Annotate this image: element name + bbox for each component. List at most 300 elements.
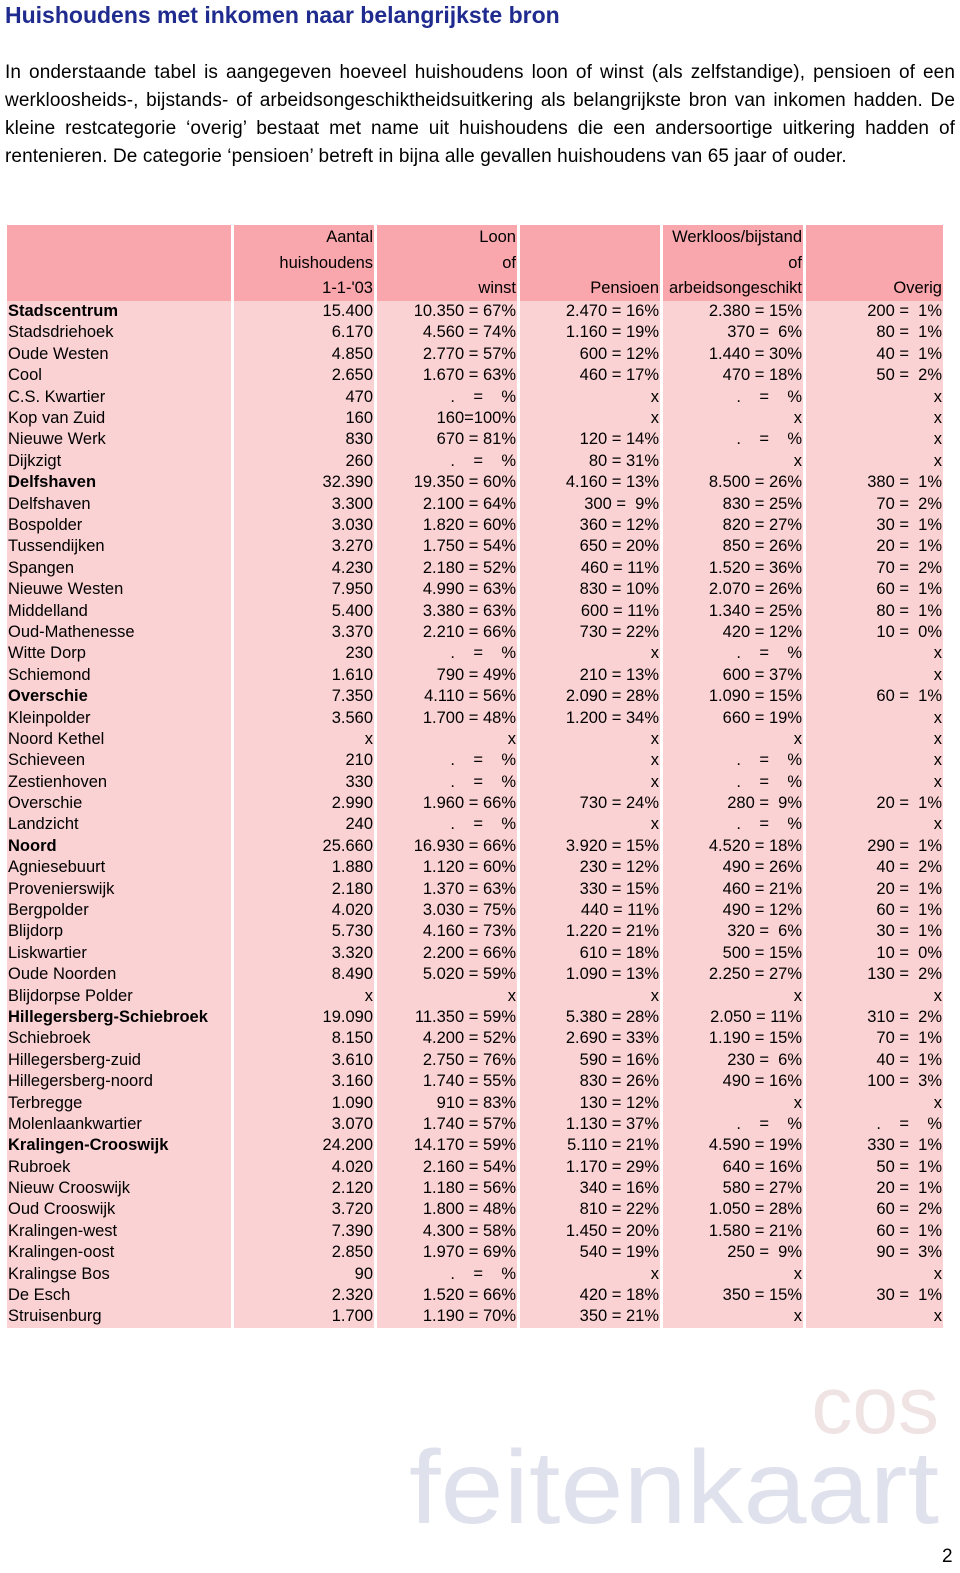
header-cell: of <box>663 250 803 275</box>
district-row <box>7 1007 943 1028</box>
neighbourhood-row <box>7 1157 943 1178</box>
value-cell: 1.580 = 21% <box>663 1221 803 1242</box>
neighbourhood-row <box>7 493 943 514</box>
value-cell: 230 <box>234 643 374 664</box>
area-name-cell: Dijkzigt <box>7 451 231 472</box>
value-cell: 370 = 6% <box>663 322 803 343</box>
value-cell: 3.300 <box>234 493 374 514</box>
value-cell: 1.750 = 54% <box>377 536 517 557</box>
value-cell: 10 = 0% <box>806 622 943 643</box>
value-cell: x <box>520 408 660 429</box>
value-cell: . = % <box>663 1114 803 1135</box>
value-cell: 16.930 = 66% <box>377 836 517 857</box>
value-cell: 1.160 = 19% <box>520 322 660 343</box>
value-cell: 1.050 = 28% <box>663 1199 803 1220</box>
neighbourhood-row <box>7 857 943 878</box>
value-cell: 4.160 = 13% <box>520 472 660 493</box>
value-cell: x <box>806 1092 943 1113</box>
value-cell: 5.400 <box>234 600 374 621</box>
district-row <box>7 472 943 493</box>
neighbourhood-row <box>7 900 943 921</box>
value-cell: 4.200 = 52% <box>377 1028 517 1049</box>
area-name-cell: Delfshaven <box>7 493 231 514</box>
value-cell: 210 <box>234 750 374 771</box>
value-cell: 240 <box>234 814 374 835</box>
area-name-cell: Kralingse Bos <box>7 1263 231 1284</box>
value-cell: 70 = 1% <box>806 1028 943 1049</box>
value-cell: 260 <box>234 451 374 472</box>
value-cell: 1.170 = 29% <box>520 1157 660 1178</box>
area-name-cell: Molenlaankwartier <box>7 1114 231 1135</box>
value-cell: 50 = 2% <box>806 365 943 386</box>
header-cell: winst <box>377 276 517 301</box>
value-cell: 3.560 <box>234 707 374 728</box>
value-cell: 70 = 2% <box>806 558 943 579</box>
area-name-cell: Nieuwe Westen <box>7 579 231 600</box>
header-cell <box>520 225 660 250</box>
value-cell: 160 <box>234 408 374 429</box>
value-cell: . = % <box>663 771 803 792</box>
area-name-cell: Stadscentrum <box>7 301 231 322</box>
value-cell: x <box>663 985 803 1006</box>
header-cell: Loon <box>377 225 517 250</box>
value-cell: 30 = 1% <box>806 1285 943 1306</box>
area-name-cell: Spangen <box>7 558 231 579</box>
value-cell: 1.880 <box>234 857 374 878</box>
header-cell <box>806 250 943 275</box>
neighbourhood-row <box>7 558 943 579</box>
value-cell: 310 = 2% <box>806 1007 943 1028</box>
value-cell: 1.700 <box>234 1306 374 1327</box>
table-body <box>7 301 943 1328</box>
value-cell: 4.020 <box>234 1157 374 1178</box>
value-cell: 2.250 = 27% <box>663 964 803 985</box>
value-cell: 730 = 22% <box>520 622 660 643</box>
value-cell: . = % <box>377 750 517 771</box>
value-cell: x <box>520 814 660 835</box>
area-name-cell: Struisenburg <box>7 1306 231 1327</box>
value-cell: 60 = 1% <box>806 579 943 600</box>
value-cell: 20 = 1% <box>806 536 943 557</box>
neighbourhood-row <box>7 344 943 365</box>
value-cell: 1.200 = 34% <box>520 707 660 728</box>
value-cell: 1.370 = 63% <box>377 878 517 899</box>
value-cell: . = % <box>663 429 803 450</box>
value-cell: 1.520 = 66% <box>377 1285 517 1306</box>
value-cell: 3.030 = 75% <box>377 900 517 921</box>
header-cell: Werkloos/bijstand <box>663 225 803 250</box>
value-cell: 3.320 <box>234 943 374 964</box>
value-cell: 2.850 <box>234 1242 374 1263</box>
area-name-cell: Landzicht <box>7 814 231 835</box>
value-cell: 30 = 1% <box>806 921 943 942</box>
value-cell: x <box>806 451 943 472</box>
value-cell: 5.380 = 28% <box>520 1007 660 1028</box>
header-cell <box>806 225 943 250</box>
value-cell: 7.390 <box>234 1221 374 1242</box>
value-cell: x <box>806 429 943 450</box>
value-cell: 4.850 <box>234 344 374 365</box>
neighbourhood-row <box>7 1178 943 1199</box>
value-cell: 230 = 6% <box>663 1050 803 1071</box>
value-cell: 1.090 = 15% <box>663 686 803 707</box>
value-cell: 4.020 <box>234 900 374 921</box>
value-cell: 4.300 = 58% <box>377 1221 517 1242</box>
area-name-cell: Oud-Mathenesse <box>7 622 231 643</box>
neighbourhood-row <box>7 814 943 835</box>
header-row <box>7 250 943 275</box>
neighbourhood-row <box>7 536 943 557</box>
value-cell: 8.150 <box>234 1028 374 1049</box>
area-name-cell: Stadsdriehoek <box>7 322 231 343</box>
watermark-line2: feitenkaart <box>409 1430 940 1535</box>
header-row <box>7 276 943 301</box>
value-cell: 600 = 11% <box>520 600 660 621</box>
neighbourhood-row <box>7 921 943 942</box>
value-cell: 470 = 18% <box>663 365 803 386</box>
value-cell: 640 = 16% <box>663 1157 803 1178</box>
value-cell: x <box>806 1263 943 1284</box>
header-cell: of <box>377 250 517 275</box>
value-cell: 7.950 <box>234 579 374 600</box>
value-cell: 910 = 83% <box>377 1092 517 1113</box>
value-cell: 820 = 27% <box>663 515 803 536</box>
value-cell: 32.390 <box>234 472 374 493</box>
value-cell: . = % <box>663 643 803 664</box>
value-cell: 60 = 1% <box>806 900 943 921</box>
value-cell: 340 = 16% <box>520 1178 660 1199</box>
value-cell: 1.520 = 36% <box>663 558 803 579</box>
value-cell: 2.180 <box>234 878 374 899</box>
value-cell: 330 = 1% <box>806 1135 943 1156</box>
value-cell: x <box>234 985 374 1006</box>
value-cell: 60 = 1% <box>806 686 943 707</box>
value-cell: 8.500 = 26% <box>663 472 803 493</box>
value-cell: 80 = 1% <box>806 600 943 621</box>
value-cell: 320 = 6% <box>663 921 803 942</box>
district-row <box>7 1135 943 1156</box>
area-name-cell: Kralingen-Crooswijk <box>7 1135 231 1156</box>
value-cell: 70 = 2% <box>806 493 943 514</box>
watermark-line1: cos <box>811 1360 939 1451</box>
neighbourhood-row <box>7 1221 943 1242</box>
value-cell: x <box>520 750 660 771</box>
area-name-cell: Overschie <box>7 686 231 707</box>
value-cell: 830 = 25% <box>663 493 803 514</box>
value-cell: 1.180 = 56% <box>377 1178 517 1199</box>
value-cell: 3.920 = 15% <box>520 836 660 857</box>
value-cell: x <box>520 386 660 407</box>
value-cell: 670 = 81% <box>377 429 517 450</box>
value-cell: 24.200 <box>234 1135 374 1156</box>
value-cell: 4.160 = 73% <box>377 921 517 942</box>
value-cell: x <box>663 408 803 429</box>
value-cell: 15.400 <box>234 301 374 322</box>
value-cell: 460 = 11% <box>520 558 660 579</box>
neighbourhood-row <box>7 1092 943 1113</box>
value-cell: 1.340 = 25% <box>663 600 803 621</box>
value-cell: 1.450 = 20% <box>520 1221 660 1242</box>
value-cell: 3.160 <box>234 1071 374 1092</box>
value-cell: 2.200 = 66% <box>377 943 517 964</box>
value-cell: 2.070 = 26% <box>663 579 803 600</box>
value-cell: 20 = 1% <box>806 1178 943 1199</box>
value-cell: 11.350 = 59% <box>377 1007 517 1028</box>
value-cell: 280 = 9% <box>663 793 803 814</box>
area-name-cell: Oud Crooswijk <box>7 1199 231 1220</box>
area-name-cell: Tussendijken <box>7 536 231 557</box>
value-cell: x <box>806 643 943 664</box>
value-cell: . = % <box>663 750 803 771</box>
value-cell: 14.170 = 59% <box>377 1135 517 1156</box>
value-cell: 10 = 0% <box>806 943 943 964</box>
value-cell: 1.970 = 69% <box>377 1242 517 1263</box>
neighbourhood-row <box>7 1199 943 1220</box>
value-cell: x <box>234 729 374 750</box>
area-name-cell: C.S. Kwartier <box>7 386 231 407</box>
neighbourhood-row <box>7 943 943 964</box>
value-cell: 3.370 <box>234 622 374 643</box>
value-cell: 130 = 2% <box>806 964 943 985</box>
value-cell: 420 = 18% <box>520 1285 660 1306</box>
value-cell: 790 = 49% <box>377 665 517 686</box>
value-cell: 2.650 <box>234 365 374 386</box>
value-cell: 650 = 20% <box>520 536 660 557</box>
value-cell: 490 = 16% <box>663 1071 803 1092</box>
value-cell: 60 = 2% <box>806 1199 943 1220</box>
value-cell: 1.130 = 37% <box>520 1114 660 1135</box>
page-title: Huishoudens met inkomen naar belangrijkste bron <box>5 2 560 28</box>
value-cell: 2.320 <box>234 1285 374 1306</box>
header-cell: Pensioen <box>520 276 660 301</box>
header-cell <box>7 250 231 275</box>
value-cell: 90 <box>234 1263 374 1284</box>
neighbourhood-row <box>7 729 943 750</box>
value-cell: x <box>806 750 943 771</box>
value-cell: 25.660 <box>234 836 374 857</box>
header-cell: arbeidsongeschikt <box>663 276 803 301</box>
value-cell: 20 = 1% <box>806 878 943 899</box>
area-name-cell: Provenierswijk <box>7 878 231 899</box>
area-name-cell: Blijdorp <box>7 921 231 942</box>
district-row <box>7 301 943 322</box>
value-cell: 1.740 = 55% <box>377 1071 517 1092</box>
value-cell: 500 = 15% <box>663 943 803 964</box>
value-cell: 350 = 15% <box>663 1285 803 1306</box>
value-cell: x <box>377 729 517 750</box>
value-cell: 250 = 9% <box>663 1242 803 1263</box>
value-cell: 3.380 = 63% <box>377 600 517 621</box>
area-name-cell: Hillegersberg-Schiebroek <box>7 1007 231 1028</box>
area-name-cell: Middelland <box>7 600 231 621</box>
value-cell: 5.110 = 21% <box>520 1135 660 1156</box>
value-cell: 40 = 1% <box>806 344 943 365</box>
area-name-cell: Hillegersberg-zuid <box>7 1050 231 1071</box>
value-cell: 2.770 = 57% <box>377 344 517 365</box>
header-cell <box>7 276 231 301</box>
neighbourhood-row <box>7 707 943 728</box>
neighbourhood-row <box>7 793 943 814</box>
neighbourhood-row <box>7 1028 943 1049</box>
value-cell: 5.730 <box>234 921 374 942</box>
value-cell: 350 = 21% <box>520 1306 660 1327</box>
header-row <box>7 225 943 250</box>
value-cell: . = % <box>377 643 517 664</box>
area-name-cell: Oude Noorden <box>7 964 231 985</box>
district-row <box>7 836 943 857</box>
value-cell: 600 = 12% <box>520 344 660 365</box>
value-cell: 830 <box>234 429 374 450</box>
value-cell: 600 = 37% <box>663 665 803 686</box>
neighbourhood-row <box>7 600 943 621</box>
header-cell: Aantal <box>234 225 374 250</box>
neighbourhood-row <box>7 878 943 899</box>
value-cell: 2.990 <box>234 793 374 814</box>
neighbourhood-row <box>7 365 943 386</box>
value-cell: 460 = 21% <box>663 878 803 899</box>
area-name-cell: Kralingen-west <box>7 1221 231 1242</box>
value-cell: x <box>663 729 803 750</box>
area-name-cell: Hillegersberg-noord <box>7 1071 231 1092</box>
area-name-cell: Rubroek <box>7 1157 231 1178</box>
neighbourhood-row <box>7 386 943 407</box>
value-cell: 3.070 <box>234 1114 374 1135</box>
area-name-cell: Zestienhoven <box>7 771 231 792</box>
value-cell: 30 = 1% <box>806 515 943 536</box>
value-cell: 590 = 16% <box>520 1050 660 1071</box>
value-cell: 2.210 = 66% <box>377 622 517 643</box>
value-cell: 490 = 12% <box>663 900 803 921</box>
area-name-cell: Bergpolder <box>7 900 231 921</box>
value-cell: 40 = 1% <box>806 1050 943 1071</box>
value-cell: 120 = 14% <box>520 429 660 450</box>
neighbourhood-row <box>7 1263 943 1284</box>
value-cell: 2.470 = 16% <box>520 301 660 322</box>
header-cell: huishoudens <box>234 250 374 275</box>
value-cell: 330 = 15% <box>520 878 660 899</box>
value-cell: x <box>806 814 943 835</box>
area-name-cell: Schiebroek <box>7 1028 231 1049</box>
value-cell: 360 = 12% <box>520 515 660 536</box>
value-cell: x <box>520 771 660 792</box>
value-cell: . = % <box>377 1263 517 1284</box>
value-cell: x <box>663 1092 803 1113</box>
value-cell: 380 = 1% <box>806 472 943 493</box>
value-cell: x <box>520 643 660 664</box>
value-cell: 1.820 = 60% <box>377 515 517 536</box>
table-header <box>7 225 943 301</box>
value-cell: . = % <box>377 386 517 407</box>
value-cell: . = % <box>377 814 517 835</box>
value-cell: 3.610 <box>234 1050 374 1071</box>
neighbourhood-row <box>7 622 943 643</box>
value-cell: 1.090 = 13% <box>520 964 660 985</box>
area-name-cell: Agniesebuurt <box>7 857 231 878</box>
value-cell: 610 = 18% <box>520 943 660 964</box>
value-cell: 6.170 <box>234 322 374 343</box>
value-cell: x <box>806 386 943 407</box>
value-cell: 4.110 = 56% <box>377 686 517 707</box>
value-cell: 460 = 17% <box>520 365 660 386</box>
neighbourhood-row <box>7 1285 943 1306</box>
value-cell: 80 = 1% <box>806 322 943 343</box>
value-cell: x <box>520 729 660 750</box>
value-cell: 3.270 <box>234 536 374 557</box>
neighbourhood-row <box>7 322 943 343</box>
value-cell: 90 = 3% <box>806 1242 943 1263</box>
area-name-cell: Delfshaven <box>7 472 231 493</box>
value-cell: 2.380 = 15% <box>663 301 803 322</box>
value-cell: 100 = 3% <box>806 1071 943 1092</box>
neighbourhood-row <box>7 1242 943 1263</box>
value-cell: x <box>806 1306 943 1327</box>
value-cell: 440 = 11% <box>520 900 660 921</box>
area-name-cell: Kralingen-oost <box>7 1242 231 1263</box>
value-cell: 1.960 = 66% <box>377 793 517 814</box>
header-cell <box>520 250 660 275</box>
value-cell: x <box>520 1263 660 1284</box>
value-cell: x <box>806 729 943 750</box>
neighbourhood-row <box>7 1306 943 1327</box>
value-cell: 660 = 19% <box>663 707 803 728</box>
value-cell: 1.670 = 63% <box>377 365 517 386</box>
area-name-cell: Noord Kethel <box>7 729 231 750</box>
value-cell: 2.180 = 52% <box>377 558 517 579</box>
cos-feitenkaart-watermark <box>405 1345 945 1535</box>
header-cell: 1-1-'03 <box>234 276 374 301</box>
value-cell: 2.160 = 54% <box>377 1157 517 1178</box>
area-name-cell: Schieveen <box>7 750 231 771</box>
value-cell: 20 = 1% <box>806 793 943 814</box>
value-cell: 1.090 <box>234 1092 374 1113</box>
value-cell: 490 = 26% <box>663 857 803 878</box>
neighbourhood-row <box>7 771 943 792</box>
neighbourhood-row <box>7 643 943 664</box>
value-cell: 470 <box>234 386 374 407</box>
value-cell: 1.440 = 30% <box>663 344 803 365</box>
value-cell: 1.220 = 21% <box>520 921 660 942</box>
header-cell: Overig <box>806 276 943 301</box>
value-cell: 80 = 31% <box>520 451 660 472</box>
value-cell: 850 = 26% <box>663 536 803 557</box>
intro-paragraph: In onderstaande tabel is aangegeven hoeveel huishoudens loon of winst (als zelfstandige), pensioen of een werkloosheids-, bijstands- of arbeidsongeschiktheidsuitkering als belangrijkste bron van inkomen hadden. De kleine restcategorie ‘overig’ bestaat met name uit huishoudens die een andersoortige uitkering hadden of rentenieren. De categorie ‘pensioen’ betreft in bijna alle gevallen huishoudens van 65 jaar of ouder. <box>5 62 955 167</box>
value-cell: 4.590 = 19% <box>663 1135 803 1156</box>
value-cell: 1.740 = 57% <box>377 1114 517 1135</box>
value-cell: x <box>520 985 660 1006</box>
value-cell: 19.350 = 60% <box>377 472 517 493</box>
neighbourhood-row <box>7 964 943 985</box>
value-cell: 40 = 2% <box>806 857 943 878</box>
value-cell: 1.700 = 48% <box>377 707 517 728</box>
value-cell: 3.720 <box>234 1199 374 1220</box>
value-cell: x <box>663 1263 803 1284</box>
value-cell: 300 = 9% <box>520 493 660 514</box>
value-cell: 230 = 12% <box>520 857 660 878</box>
value-cell: 290 = 1% <box>806 836 943 857</box>
neighbourhood-row <box>7 750 943 771</box>
neighbourhood-row <box>7 1071 943 1092</box>
value-cell: 540 = 19% <box>520 1242 660 1263</box>
neighbourhood-row <box>7 579 943 600</box>
value-cell: x <box>806 665 943 686</box>
value-cell: 330 <box>234 771 374 792</box>
value-cell: 2.100 = 64% <box>377 493 517 514</box>
value-cell: 200 = 1% <box>806 301 943 322</box>
value-cell: 2.750 = 76% <box>377 1050 517 1071</box>
neighbourhood-row <box>7 515 943 536</box>
value-cell: 130 = 12% <box>520 1092 660 1113</box>
value-cell: 830 = 10% <box>520 579 660 600</box>
